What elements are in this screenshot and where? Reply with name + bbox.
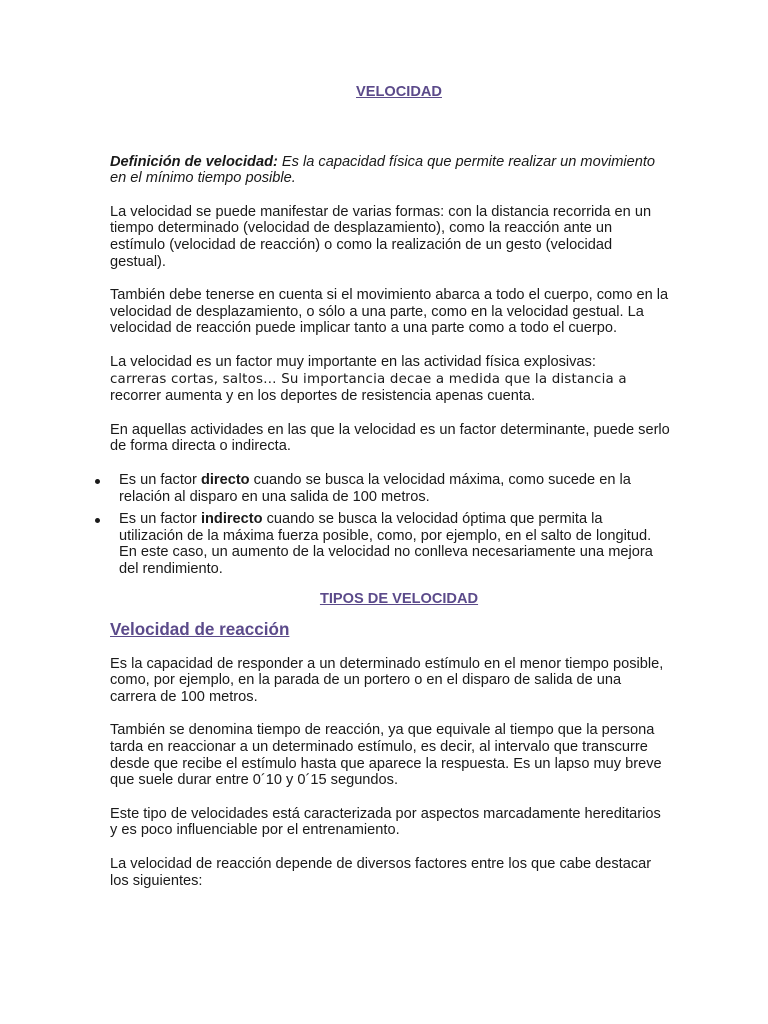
bullet-icon — [95, 518, 100, 523]
definition-paragraph — [110, 154, 670, 187]
body-paragraph: Es la capacidad de responder a un determinado estímulo en el menor tiempo posible, como, por ejemplo, en la parada de un portero o en el disparo de salida de una carrera de 100 metros. — [110, 655, 664, 705]
definition-label: Definición de velocidad: — [110, 153, 278, 170]
definition-text: Es la capacidad física que permite realizar un movimiento en el mínimo tiempo posible. — [110, 153, 656, 187]
directness-paragraph: En aquellas actividades en las que la velocidad es un factor determinante, puede serlo de forma directa o indirecta. — [110, 421, 670, 455]
body-paragraph: La velocidad de reacción depende de diversos factores entre los que cabe destacar los siguientes: — [110, 856, 652, 889]
document-title: VELOCIDAD — [356, 84, 442, 100]
explosive-text-3: recorrer aumenta y en los deportes de resistencia apenas cuenta. — [110, 388, 536, 405]
list-item — [110, 511, 670, 577]
section-title: TIPOS DE VELOCIDAD — [319, 591, 479, 608]
explosive-text-1: La velocidad es un factor muy importante en las actividad física explosivas: — [110, 353, 596, 370]
list-item-post: cuando se busca la velocidad máxima, como sucede en la relación al disparo en una salida de 100 metros. — [119, 471, 631, 505]
explosive-paragraph — [110, 354, 670, 405]
list-item-bold: directo — [200, 471, 250, 488]
body-paragraph: Este tipo de velocidades está caracterizada por aspectos marcadamente hereditarios y es poco influenciable por el entrenamiento. — [110, 805, 661, 839]
subsection-heading: Velocidad de reacción — [110, 620, 290, 640]
list-item-pre: Es un factor — [119, 511, 201, 528]
list-item-bold: indirecto — [200, 511, 263, 528]
factor-list — [110, 472, 670, 578]
body-paragraph: También se denomina tiempo de reacción, ya que equivale al tiempo que la persona tarda en reaccionar a un determinado estímulo, es decir, al intervalo que transcurre desde que recibe el estímulo hasta que aparece la respuesta. Es un lapso muy breve que suele durar entre 0´10 y 0´15 segundos. — [110, 722, 662, 789]
document-page — [110, 84, 670, 889]
list-item — [110, 472, 670, 505]
list-item-pre: Es un factor — [119, 471, 201, 488]
list-item-post: cuando se busca la velocidad óptima que permita la utilización de la máxima fuerza posible, como, por ejemplo, en el salto de longitud. En este caso, un aumento de la velocidad no conlleva necesariamente una mejora del rendimiento. — [119, 511, 653, 577]
body-paragraph: También debe tenerse en cuenta si el movimiento abarca a todo el cuerpo, como en la velocidad de desplazamiento, o sólo a una parte, como en la velocidad gestual. La velocidad de reacción puede implicar tanto a una parte como a todo el cuerpo. — [110, 287, 669, 337]
body-paragraph: La velocidad se puede manifestar de varias formas: con la distancia recorrida en un tiempo determinado (velocidad de desplazamiento), como la reacción ante un estímulo (velocidad de reacción) o como la realización de un gesto (velocidad gestual). — [110, 203, 652, 270]
explosive-text-2: carreras cortas, saltos… Su importancia decae a medida que la distancia a — [110, 371, 627, 387]
bullet-icon — [95, 479, 100, 484]
